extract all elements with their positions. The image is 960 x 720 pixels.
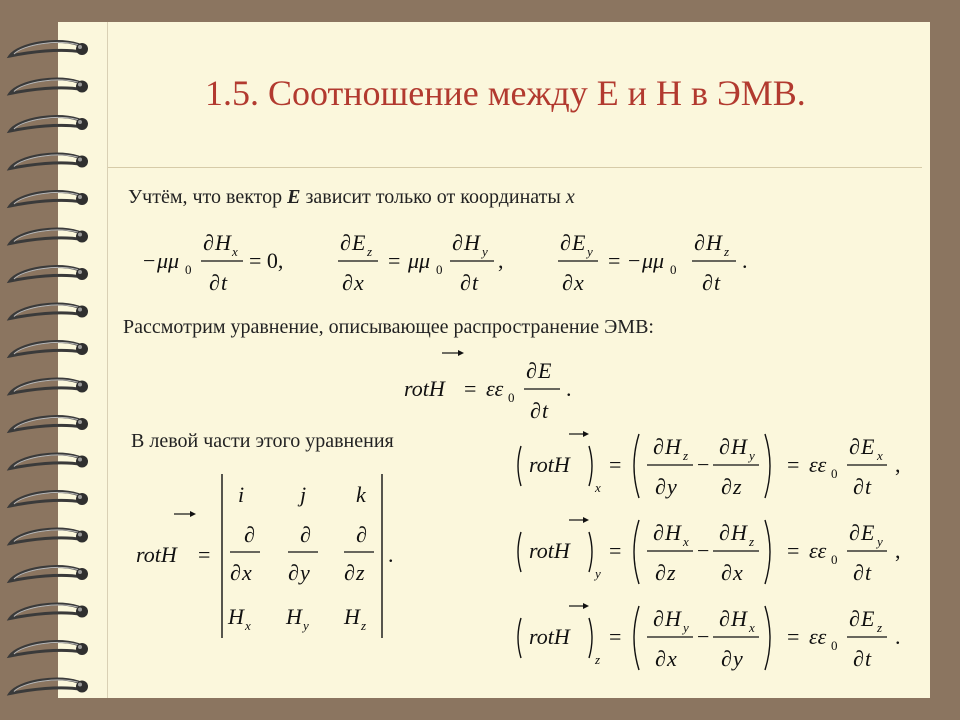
svg-text:∂: ∂	[288, 560, 299, 585]
svg-text:εε: εε	[486, 376, 504, 401]
svg-text:μμ: μμ	[408, 248, 431, 273]
svg-text:∂: ∂	[460, 270, 471, 295]
text-line-1: Учтём, что вектор E зависит только от координаты x	[128, 186, 575, 208]
svg-text:,: ,	[895, 452, 901, 477]
svg-text:,: ,	[498, 248, 504, 273]
svg-text:εε: εε	[809, 538, 827, 563]
svg-text:x: x	[242, 560, 252, 585]
svg-text:∂: ∂	[340, 230, 351, 255]
svg-text:z: z	[877, 620, 883, 635]
svg-text:∂: ∂	[694, 230, 705, 255]
svg-text:y: y	[595, 566, 601, 581]
svg-text:H: H	[706, 230, 722, 255]
svg-text:∂: ∂	[702, 270, 713, 295]
svg-text:x: x	[232, 244, 238, 259]
svg-text:∂: ∂	[209, 270, 220, 295]
svg-text:.: .	[566, 376, 572, 401]
svg-text:E: E	[538, 358, 552, 383]
text-line-2: Рассмотрим уравнение, описывающее распространение ЭМВ:	[123, 316, 654, 338]
svg-text:−: −	[697, 452, 710, 477]
svg-text:∂: ∂	[853, 560, 864, 585]
svg-text:H: H	[731, 434, 747, 459]
svg-text:y: y	[587, 244, 593, 259]
svg-text:∂: ∂	[560, 230, 571, 255]
svg-text:H: H	[228, 604, 244, 629]
svg-text:x: x	[574, 270, 584, 295]
svg-text:z: z	[733, 474, 742, 499]
svg-text:x: x	[877, 448, 883, 463]
svg-text:.: .	[742, 248, 748, 273]
svg-text:=: =	[388, 248, 401, 273]
svg-text:μμ: μμ	[157, 248, 180, 273]
spiral-binding	[0, 0, 110, 720]
svg-text:z: z	[724, 244, 730, 259]
svg-text:∂: ∂	[719, 606, 730, 631]
svg-text:rotH: rotH	[404, 376, 445, 401]
svg-text:∂: ∂	[719, 520, 730, 545]
slide-title: 1.5. Соотношение между Е и Н в ЭМВ.	[205, 73, 806, 113]
svg-text:z: z	[667, 560, 676, 585]
svg-text:y: y	[482, 244, 488, 259]
svg-text:x: x	[354, 270, 364, 295]
svg-text:μμ: μμ	[642, 248, 665, 273]
svg-text:∂: ∂	[526, 358, 537, 383]
svg-text:y: y	[303, 618, 309, 633]
svg-text:z: z	[361, 618, 367, 633]
svg-text:t: t	[542, 398, 549, 423]
svg-text:y: y	[300, 560, 310, 585]
svg-text:z: z	[683, 448, 689, 463]
svg-text:∂: ∂	[853, 474, 864, 499]
svg-text:0: 0	[831, 466, 838, 481]
svg-text:E: E	[352, 230, 366, 255]
svg-text:∂: ∂	[230, 560, 241, 585]
svg-text:=: =	[787, 452, 800, 477]
svg-text:∂: ∂	[849, 606, 860, 631]
svg-text:∂: ∂	[655, 646, 666, 671]
svg-text:∂: ∂	[853, 646, 864, 671]
svg-text:y: y	[749, 448, 755, 463]
svg-text:z: z	[749, 534, 755, 549]
svg-text:H: H	[464, 230, 480, 255]
svg-text:H: H	[215, 230, 231, 255]
title-divider	[108, 167, 922, 168]
svg-text:∂: ∂	[203, 230, 214, 255]
rot-component-y	[513, 512, 913, 592]
svg-text:∂: ∂	[721, 646, 732, 671]
svg-text:y: y	[733, 646, 743, 671]
svg-text:t: t	[472, 270, 479, 295]
svg-text:−: −	[697, 624, 710, 649]
svg-text:0: 0	[670, 262, 677, 277]
svg-text:y: y	[683, 620, 689, 635]
svg-text:∂: ∂	[356, 522, 367, 547]
svg-text:E: E	[861, 520, 875, 545]
svg-text:=: =	[787, 538, 800, 563]
svg-text:∂: ∂	[342, 270, 353, 295]
rot-component-x	[513, 426, 913, 506]
svg-text:=: =	[609, 538, 622, 563]
svg-text:z: z	[367, 244, 373, 259]
svg-text:=: =	[464, 376, 477, 401]
svg-text:H: H	[344, 604, 360, 629]
svg-text:rotH: rotH	[529, 538, 570, 563]
svg-text:H: H	[665, 606, 681, 631]
svg-text:H: H	[731, 520, 747, 545]
svg-text:E: E	[572, 230, 586, 255]
svg-text:y: y	[667, 474, 677, 499]
svg-text:t: t	[221, 270, 228, 295]
svg-text:,: ,	[895, 538, 901, 563]
svg-text:∂: ∂	[655, 560, 666, 585]
svg-text:x: x	[733, 560, 743, 585]
svg-text:∂: ∂	[530, 398, 541, 423]
text-line-3: В левой части этого уравнения	[131, 430, 394, 452]
equation-2	[336, 226, 526, 298]
svg-text:∂: ∂	[562, 270, 573, 295]
svg-text:∂: ∂	[719, 434, 730, 459]
svg-text:=: =	[609, 624, 622, 649]
svg-text:y: y	[877, 534, 883, 549]
svg-text:∂: ∂	[344, 560, 355, 585]
svg-text:∂: ∂	[244, 522, 255, 547]
svg-text:rotH: rotH	[529, 624, 570, 649]
svg-text:0: 0	[831, 552, 838, 567]
svg-text:t: t	[865, 474, 872, 499]
svg-text:=: =	[608, 248, 621, 273]
svg-text:∂: ∂	[653, 434, 664, 459]
svg-text:j: j	[300, 482, 307, 507]
svg-text:∂: ∂	[849, 434, 860, 459]
svg-text:E: E	[861, 606, 875, 631]
svg-text:x: x	[749, 620, 755, 635]
svg-text:∂: ∂	[653, 606, 664, 631]
svg-text:∂: ∂	[849, 520, 860, 545]
svg-text:z: z	[595, 652, 601, 667]
equation-3	[556, 226, 766, 298]
svg-text:i: i	[238, 482, 245, 507]
rot-component-z	[513, 598, 913, 678]
svg-text:.: .	[895, 624, 901, 649]
svg-text:x: x	[595, 480, 601, 495]
svg-text:0: 0	[508, 390, 515, 405]
svg-text:0: 0	[831, 638, 838, 653]
svg-text:=: =	[609, 452, 622, 477]
svg-text:rotH: rotH	[136, 542, 177, 567]
svg-text:0: 0	[185, 262, 192, 277]
svg-text:t: t	[865, 646, 872, 671]
svg-text:∂: ∂	[721, 560, 732, 585]
svg-text:εε: εε	[809, 452, 827, 477]
svg-text:x: x	[667, 646, 677, 671]
svg-text:k: k	[356, 482, 366, 507]
svg-text:x: x	[245, 618, 251, 633]
svg-text:=: =	[198, 542, 211, 567]
svg-text:0: 0	[436, 262, 443, 277]
svg-text:H: H	[665, 520, 681, 545]
svg-text:x: x	[683, 534, 689, 549]
svg-text:=: =	[787, 624, 800, 649]
svg-text:.: .	[388, 542, 394, 567]
svg-text:H: H	[731, 606, 747, 631]
svg-text:∂: ∂	[721, 474, 732, 499]
svg-text:= 0,: = 0,	[249, 248, 284, 273]
svg-text:t: t	[865, 560, 872, 585]
maxwell-equation	[402, 346, 592, 426]
svg-text:t: t	[714, 270, 721, 295]
equation-1	[143, 226, 313, 298]
svg-text:∂: ∂	[300, 522, 311, 547]
svg-text:∂: ∂	[653, 520, 664, 545]
svg-text:rotH: rotH	[529, 452, 570, 477]
rot-determinant	[134, 468, 404, 644]
svg-text:−: −	[697, 538, 710, 563]
svg-text:H: H	[286, 604, 302, 629]
svg-text:z: z	[356, 560, 365, 585]
svg-text:∂: ∂	[452, 230, 463, 255]
svg-text:−: −	[628, 248, 641, 273]
svg-text:−: −	[143, 248, 156, 273]
svg-text:εε: εε	[809, 624, 827, 649]
svg-text:∂: ∂	[655, 474, 666, 499]
svg-text:H: H	[665, 434, 681, 459]
svg-text:E: E	[861, 434, 875, 459]
